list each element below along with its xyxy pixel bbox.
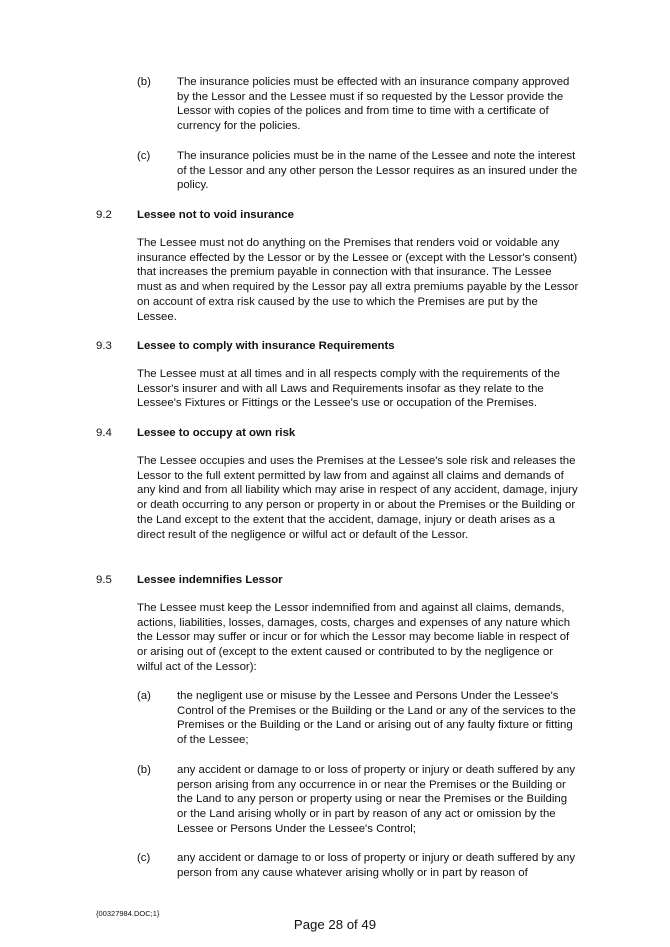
section-9-3-body: The Lessee must at all times and in all respects comply with the requirements of the Lessor's insurer and with all Laws and Requirements insofar as they relate to the Lessee's Fixtures or Fittings or the Lessee's use or occupation of the Premises. (137, 368, 560, 410)
section-9-5-body: The Lessee must keep the Lessor indemnified from and against all claims, demands, actions, liabilities, losses, damages, costs, charges and expenses of any nature which the Lessor may suffer or incur or for which the Lessor may become liable in respect of or arising out of (except to the extent caused or contributed to by the negligence or wilful act of the Lessor): (137, 602, 571, 673)
section-9-5-number: 9.5 (96, 574, 112, 586)
item-b-label: (b) (137, 76, 151, 88)
item-c-text: The insurance policies must be in the name of the Lessee and note the interest of the Lessor and any other person the Lessor requires as an insured under the policy. (177, 150, 578, 192)
sub-item-a-label: (a) (137, 690, 151, 702)
item-b-text: The insurance policies must be effected with an insurance company approved by the Lessor and the Lessee must if so requested by the Lessor provide the Lessor with copies of the polices and from time to time with a certificate of currency for the policies. (177, 76, 570, 133)
page-number: Page 28 of 49 (293, 917, 377, 932)
sub-item-c-text: any accident or damage to or loss of property or injury or death suffered by any person from any cause whatever arising wholly or in part by reason of (177, 852, 576, 879)
section-9-2-heading: Lessee not to void insurance (137, 209, 294, 221)
section-9-4-heading: Lessee to occupy at own risk (137, 427, 296, 439)
section-9-3-heading: Lessee to comply with insurance Requirements (137, 340, 395, 352)
item-c-label: (c) (137, 150, 151, 162)
section-9-2-number: 9.2 (96, 209, 112, 221)
section-9-5-heading: Lessee indemnifies Lessor (137, 574, 283, 586)
section-9-4-body: The Lessee occupies and uses the Premises at the Lessee's sole risk and releases the Lessor to the full extent permitted by law from and against all claims and demands of any kind and from all liability which may arise in respect of any accident, damage, injury or death occurring to any person or property in or about the Premises or the Building or the Land except to the extent that the accident, damage, injury or death arises as a direct result of the negligence or wilful act or default of the Lessor. (137, 455, 578, 541)
sub-item-b-label: (b) (137, 764, 151, 776)
sub-item-c-label: (c) (137, 852, 151, 864)
section-9-2-body: The Lessee must not do anything on the Premises that renders void or voidable any insurance effected by the Lessor or by the Lessee or (except with the Lessor's consent) that increases the premium payable in connection with that insurance. The Lessee must as and when required by the Lessor pay all extra premiums payable by the Lessor on account of extra risk caused by the use to which the Premises are put by the Lessee. (137, 237, 579, 323)
sub-item-b-text: any accident or damage to or loss of property or injury or death suffered by any person arising from any occurrence in or near the Premises or the Building or the Land to any person or property using or near the Premises or the Building or the Land arising wholly or in part by reason of any act or omission by the Lessee or Persons Under the Lessee's Control; (177, 764, 576, 835)
sub-item-a-text: the negligent use or misuse by the Lessee and Persons Under the Lessee's Control of the Premises or the Building or the Land or any of the services to the Premises or the Building or the Land or arising out of any faulty fixture or fitting of the Lessee; (177, 690, 576, 747)
section-9-4-number: 9.4 (96, 427, 112, 439)
document-reference: {00327984.DOC;1} (96, 909, 160, 918)
section-9-3-number: 9.3 (96, 340, 112, 352)
